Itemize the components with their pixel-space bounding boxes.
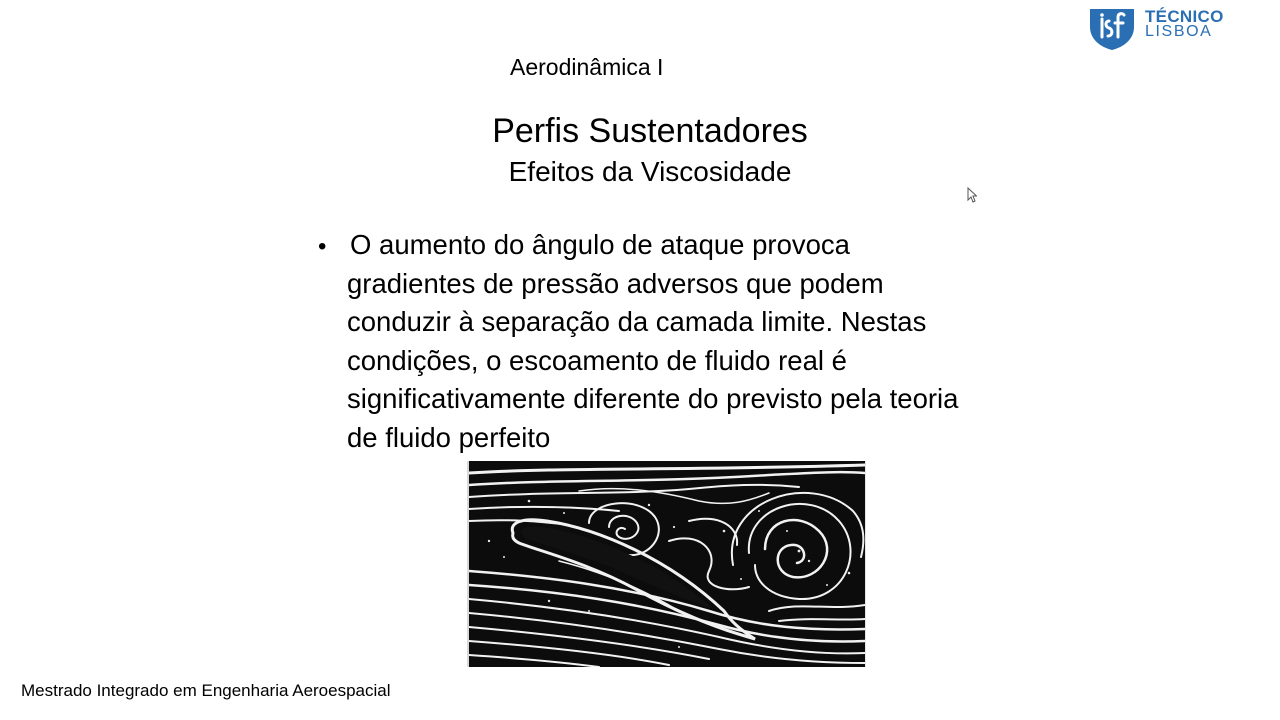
slide-subtitle: Efeitos da Viscosidade [508, 156, 792, 187]
logo-line-tecnico: TÉCNICO [1145, 7, 1224, 26]
bullet-line: condições, o escoamento de fluido real é [347, 344, 847, 376]
bullet-line: gradientes de pressão adversos que podem [347, 267, 884, 299]
tecnico-lisboa-logo [1088, 7, 1238, 51]
slide-title: Perfis Sustentadores [492, 112, 808, 150]
airfoil-flow-separation-image [467, 461, 866, 667]
mouse-pointer-icon [967, 187, 977, 203]
bullet-line: O aumento do ângulo de ataque provoca [350, 229, 850, 260]
bullet-line: conduzir à separação da camada limite. Nestas [347, 306, 927, 337]
ist-shield-icon [1088, 7, 1136, 51]
course-title: Aerodinâmica I [510, 54, 664, 80]
flow-visualization-graphic [469, 461, 865, 667]
footer-program-name: Mestrado Integrado em Engenharia Aeroespacial [21, 681, 391, 700]
bullet-line: significativamente diferente do previsto pela teoria [347, 383, 959, 414]
bullet-marker: • [318, 233, 327, 260]
logo-wordmark [1145, 9, 1224, 39]
bullet-line: de fluido perfeito [347, 421, 551, 453]
bullet-text [347, 226, 1077, 457]
logo-line-lisboa: LISBOA [1145, 23, 1213, 40]
title-block [420, 110, 880, 192]
